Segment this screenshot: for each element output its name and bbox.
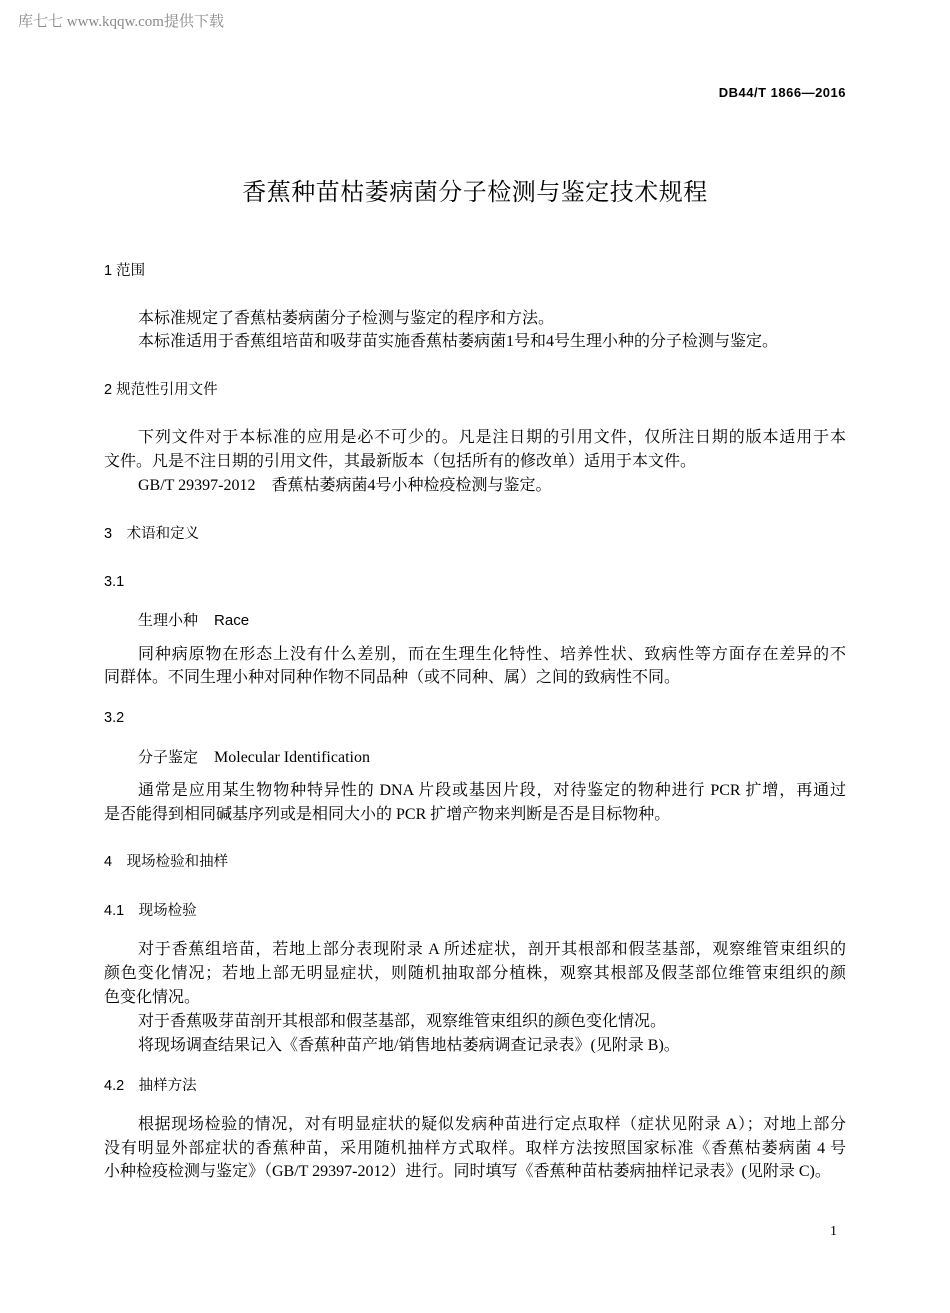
term-name-en: Race [214, 612, 250, 629]
paragraph-line: 小种检疫检测与鉴定》（GB/T 29397-2012）进行。同时填写《香蕉种苗枯萎病抽样记录表》(见附录 C)。 [104, 1163, 831, 1180]
watermark-text: 库七七 www.kqqw.com提供下载 [18, 14, 224, 30]
definition-line: 通常是应用某生物物种特异性的 DNA 片段或基因片段，对待鉴定的物种进行 PCR 扩增，再通过 [138, 782, 846, 799]
paragraph-line: 下列文件对于本标准的应用是必不可少的。凡是注日期的引用文件，仅所注日期的版本适用于本 [138, 429, 846, 446]
subsection-4-1-heading: 4.1 现场检验 [104, 903, 197, 919]
paragraph-line: 色变化情况。 [104, 989, 201, 1006]
section-4-heading: 4 现场检验和抽样 [104, 854, 229, 870]
term-title [138, 747, 370, 769]
normative-reference: GB/T 29397-2012 香蕉枯萎病菌4号小种检疫检测与鉴定。 [138, 477, 552, 494]
section-1-heading: 1 范围 [104, 263, 146, 279]
paragraph-line: 对于香蕉吸芽苗剖开其根部和假茎基部，观察维管束组织的颜色变化情况。 [138, 1013, 667, 1030]
section-3-heading: 3 术语和定义 [104, 526, 200, 542]
subsection-4-2-heading: 4.2 抽样方法 [104, 1078, 197, 1094]
standard-number: DB44/T 1866—2016 [718, 85, 846, 100]
term-number: 3.2 [104, 710, 125, 726]
paragraph-line: 将现场调查结果记入《香蕉种苗产地/销售地枯萎病调查记录表》(见附录 B)。 [138, 1037, 680, 1054]
paragraph-line: 根据现场检验的情况，对有明显症状的疑似发病种苗进行定点取样（症状见附录 A）；对地上部分 [138, 1116, 846, 1133]
page-number: 1 [830, 1224, 837, 1239]
term-name-cn: 生理小种 [138, 612, 199, 629]
document-title: 香蕉种苗枯萎病菌分子检测与鉴定技术规程 [242, 179, 708, 206]
paragraph-line: 本标准规定了香蕉枯萎病菌分子检测与鉴定的程序和方法。 [138, 310, 555, 327]
term-name-cn: 分子鉴定 [138, 749, 199, 766]
definition-line: 同群体。不同生理小种对同种作物不同品种（或不同种、属）之间的致病性不同。 [104, 669, 681, 686]
term-title [138, 610, 249, 632]
section-2-heading: 2 规范性引用文件 [104, 382, 218, 398]
term-number: 3.1 [104, 574, 125, 590]
term-name-en: Molecular Identification [214, 749, 370, 766]
definition-line: 同种病原物在形态上没有什么差别，而在生理生化特性、培养性状、致病性等方面存在差异的不 [138, 646, 846, 663]
paragraph-line: 文件。凡是不注日期的引用文件，其最新版本（包括所有的修改单）适用于本文件。 [104, 453, 697, 470]
paragraph-line: 对于香蕉组培苗，若地上部分表现附录 A 所述症状，剖开其根部和假茎基部，观察维管束组织的 [138, 941, 846, 958]
paragraph-line: 颜色变化情况；若地上部无明显症状，则随机抽取部分植株，观察其根部及假茎部位维管束组织的颜 [104, 965, 846, 982]
paragraph-line: 没有明显外部症状的香蕉种苗，采用随机抽样方式取样。取样方法按照国家标准《香蕉枯萎病菌 4 号 [104, 1140, 846, 1157]
paragraph-line: 本标准适用于香蕉组培苗和吸芽苗实施香蕉枯萎病菌1号和4号生理小种的分子检测与鉴定。 [138, 333, 779, 350]
definition-line: 是否能得到相同碱基序列或是相同大小的 PCR 扩增产物来判断是否是目标物种。 [104, 806, 671, 823]
